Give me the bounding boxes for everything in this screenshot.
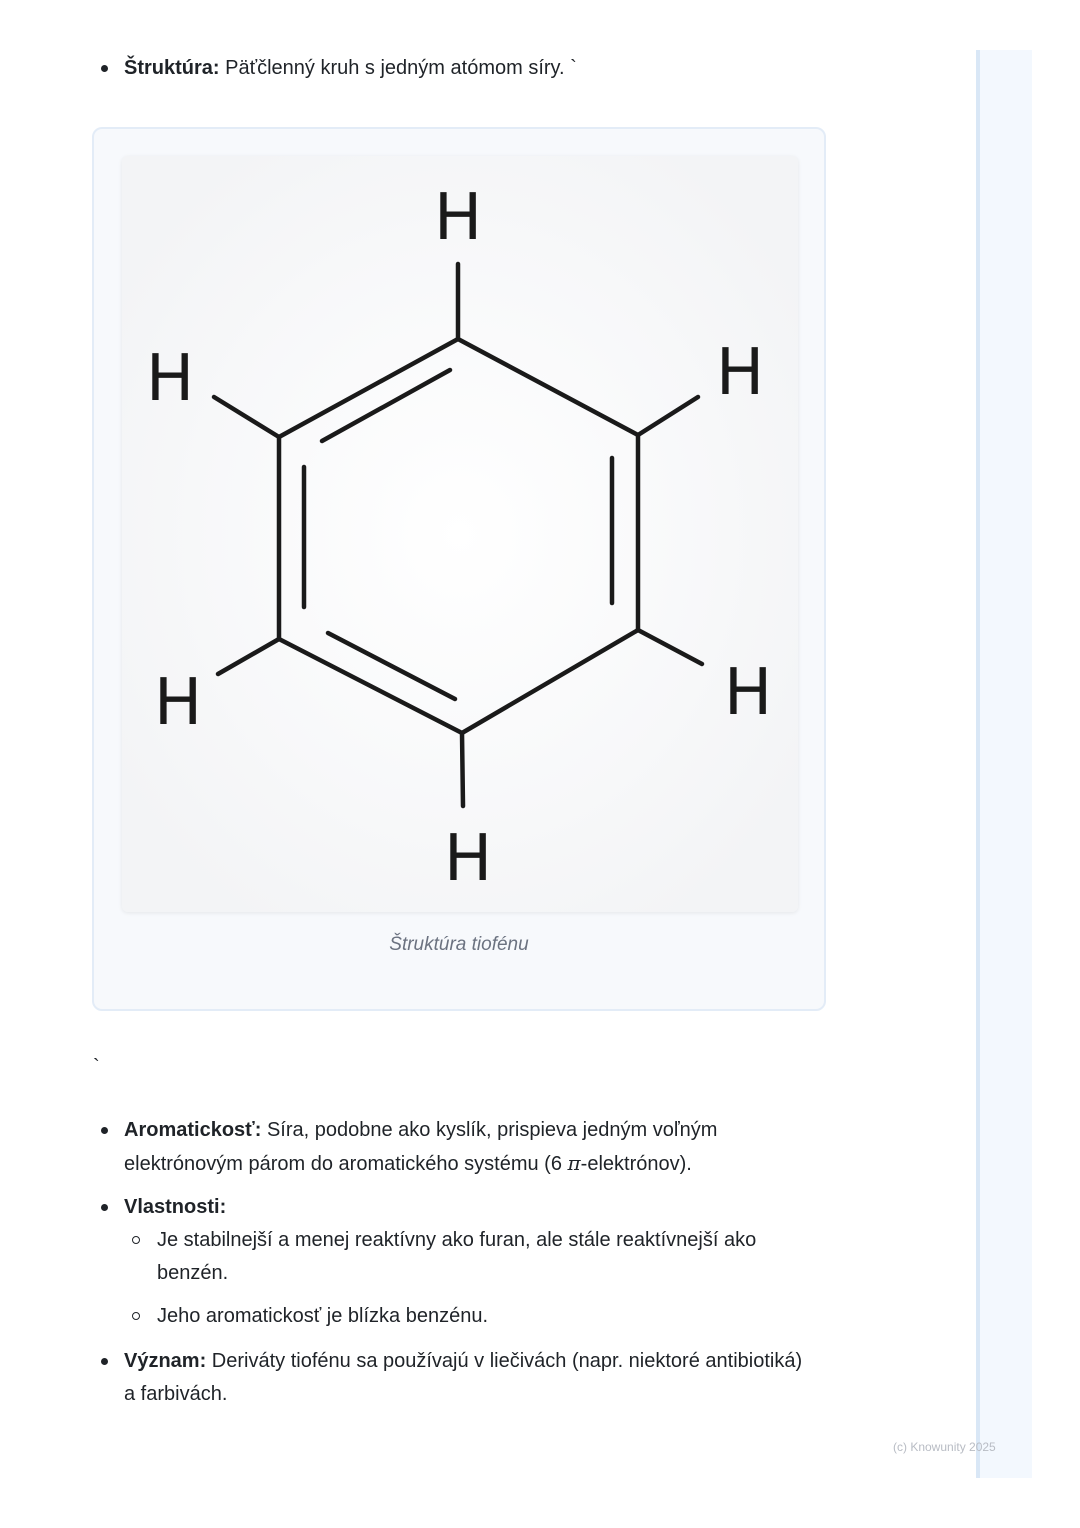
aromaticity-item <box>96 1114 816 1181</box>
hydrogen-label: H <box>443 822 493 896</box>
hydrogen-label: H <box>153 666 203 740</box>
property-sub-item: Je stabilnejší a menej reaktívny ako furan, ale stále reaktívnejší ako benzén. <box>124 1224 816 1290</box>
structure-item <box>96 52 816 85</box>
significance-label: Význam: <box>124 1350 207 1372</box>
aromaticity-text: Síra, podobne ako kyslík, prispieva jedným voľným elektrónovým párom do aromatického systému (6 <box>124 1119 718 1175</box>
copyright-footer: (c) Knowunity 2025 <box>893 1440 996 1454</box>
hydrogen-label: H <box>715 336 765 410</box>
hydrogen-label: H <box>723 656 773 730</box>
molecule-image <box>122 156 798 912</box>
property-sub-item: Jeho aromatickosť je blízka benzénu. <box>124 1300 816 1333</box>
figure-caption: Štruktúra tiofénu <box>389 934 529 955</box>
stray-backtick: ` <box>93 1056 100 1078</box>
significance-text: Deriváty tiofénu sa používajú v liečivách (napr. niektoré antibiotiká) a farbivách. <box>124 1350 803 1405</box>
structure-text: Päťčlenný kruh s jedným atómom síry. ` <box>219 57 577 79</box>
structure-label: Štruktúra: <box>124 57 220 79</box>
structure-list <box>96 52 816 85</box>
aromaticity-text-end: -elektrónov). <box>580 1153 692 1175</box>
aromaticity-label: Aromatickosť: <box>124 1119 262 1141</box>
properties-item <box>96 1191 816 1333</box>
pi-symbol: π <box>567 1151 581 1175</box>
hydrogen-label: H <box>433 181 483 255</box>
properties-sub-list <box>124 1224 816 1333</box>
right-sidebar <box>976 50 1032 1478</box>
properties-label: Vlastnosti: <box>124 1196 227 1218</box>
properties-list <box>96 1114 816 1411</box>
benzene-structure-diagram <box>122 156 798 912</box>
significance-item <box>96 1345 816 1411</box>
figure-card <box>92 127 826 1011</box>
hydrogen-label: H <box>145 342 195 416</box>
